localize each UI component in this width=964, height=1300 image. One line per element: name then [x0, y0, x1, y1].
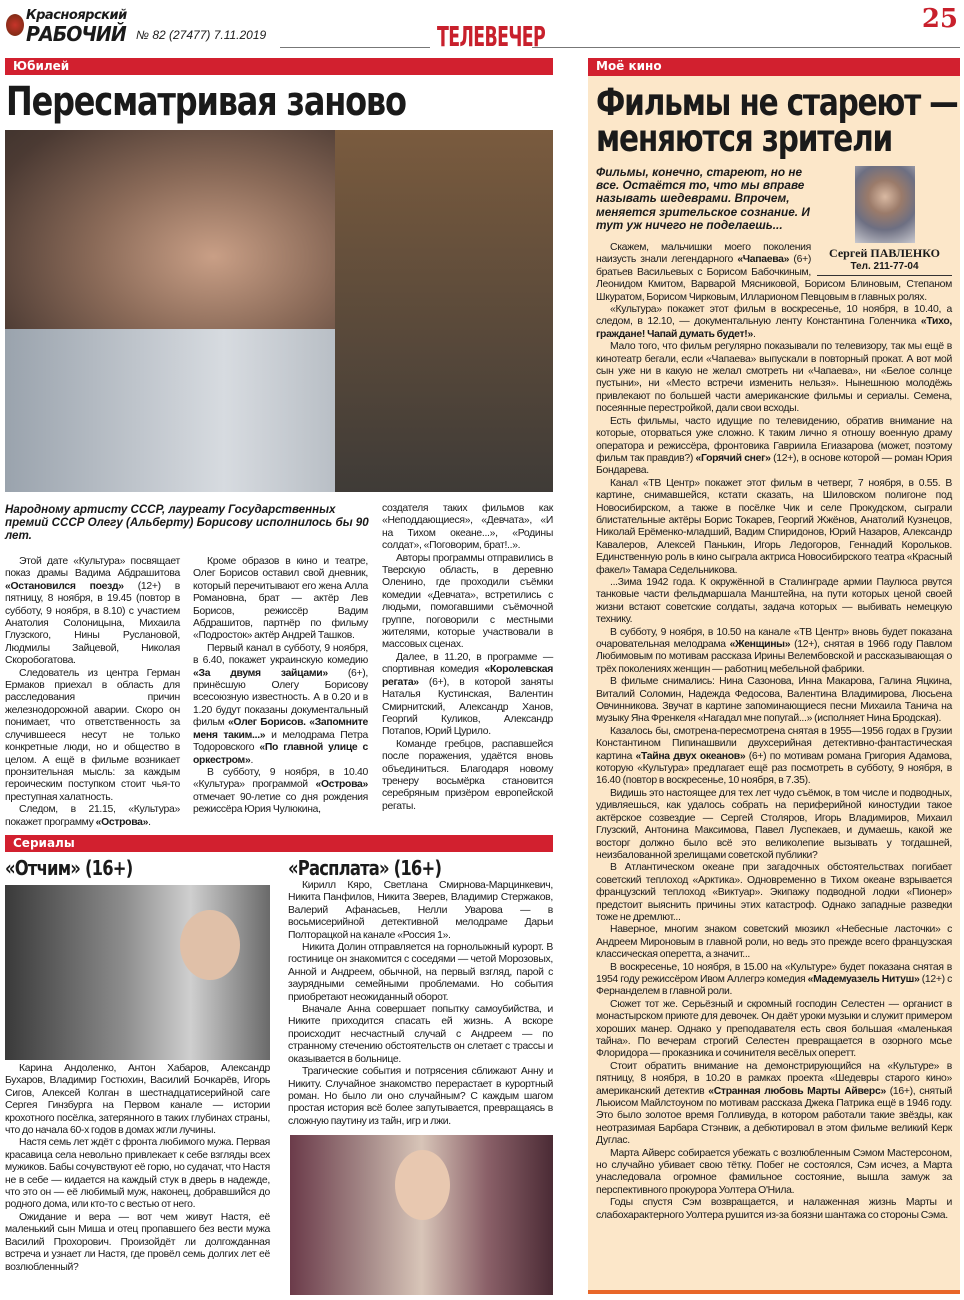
- column-lead: Фильмы, конечно, стареют, но не все. Остаётся то, что мы вправе называть шедеврами. Впрочем, меняется зрительское сознание. И тут уж ничего не поделаешь...: [596, 165, 810, 232]
- text-run: (12+), снятая в 1966 году Павлом Любимовым по мотивам рассказа Ирины Велембовской и рассказывающая о трёх поколениях женщин — работниц мебельной фабрики.: [596, 639, 952, 675]
- program-title: «Мадемуазель Нитуш»: [807, 973, 920, 985]
- serial-body-otchim: [5, 1063, 270, 1274]
- text-run: .: [250, 754, 254, 766]
- author-name: Сергей ПАВЛЕНКО: [829, 246, 940, 260]
- paragraph: [596, 341, 952, 415]
- text-run: Сюжет тот же. Серьёзный и скромный господин Селестен — органист в монастырском приюте для девочек. Он даёт уроки музыки и служит примером хороших манер. Однако у преподавателя есть своя большая «маленькая тайна». По вечерам строгий Селестен превращается в озорного мсье Флоридора — проказника и сочинителя весёлых оперетт.: [596, 998, 952, 1060]
- text-run: Казалось бы, смотрена-пересмотрена снятая в 1955—1956 годах в Грузии Константином Пипинашвили двухсерийная детективно-фантастическая картина: [596, 725, 952, 762]
- text-run: (6+) по мотивам романа Григория Адамова, которую «Культура» предлагает ещё раз посмотреть в субботу, 9 ноября, в 16.40 (повтор в воскресенье, 10 ноября, в 7.35).: [596, 750, 952, 787]
- page-number: 25: [921, 4, 958, 34]
- section-title: ТЕЛЕВЕЧЕР: [437, 20, 546, 53]
- text-run: Никита Долин отправляется на горнолыжный курорт. В гостинице он знакомится с соседями — четой Морозовых, Анной и Андреем, обычной, на первый взгляд, парой с заурядными семейными проблемами. Но события приобретают неожиданный оборот.: [288, 942, 553, 1003]
- text-run: Вначале Анна совершает попытку самоубийства, и Никите приходится спасать ей жизнь. А вскоре происходит несчастный случай с Андреем — по странному стечению обстоятельств он слетает с трассы и оказывается в больнице.: [288, 1004, 553, 1065]
- paragraph: [5, 1137, 270, 1211]
- serial-title-rasplata: «Расплата» (16+): [288, 856, 442, 880]
- paragraph: [596, 416, 952, 478]
- article-title: Пересматривая заново: [6, 79, 406, 125]
- paragraph: [193, 556, 368, 643]
- serial-body-rasplata: [288, 880, 553, 1128]
- paragraph: [596, 577, 952, 627]
- column-content: [596, 166, 952, 1222]
- column-title-line2: меняются зрители: [596, 117, 893, 160]
- text-run: Авторы программы отправились в Тверскую область, в деревню Оленино, где проходили съёмки комедии «Девчата», встретились с людьми, помогавшими съёмочной группе, поговорили с местными жителями, которые участвовали в массовых сценах.: [382, 552, 553, 651]
- text-run: Наверное, многим знаком советский мюзикл «Небесные ласточки» с Андреем Мироновым в главной роли, но ведь это прежде всего французская классическая оперетта, а значит...: [596, 924, 952, 961]
- program-title: «Острова»: [95, 816, 149, 828]
- serial-title-otchim: «Отчим» (16+): [5, 856, 133, 880]
- paragraph: [596, 962, 952, 999]
- text-run: В воскресенье, 10 ноября, в 15.00 на «Культуре» будет показана снятая в 1954 году режиссёром Ивом Аллегрэ комедия: [596, 961, 952, 985]
- text-run: Первый канал в субботу, 9 ноября, в 6.40, покажет украинскую комедию: [193, 642, 368, 667]
- text-run: (6+) братьев Васильевых с Борисом Бабочкиным, Леонидом Кмитом, Варварой Мясниковой, Борисом Блиновым, Степаном Шкуратом, Борисом Чирковым, Илларионом Певцовым в главных ролях.: [596, 254, 952, 303]
- text-run: (12+) в пятницу, 8 ноября, в 19.45 (повтор в субботу, 9 ноября, в 8.10) с участием Анатолия Солоницына, Михаила Глузского, Нины Руслановой, Людмилы Зайцевой, Николая Скоробогатова.: [5, 580, 180, 667]
- photo-rasplata: [290, 1135, 553, 1295]
- author-photo: [855, 166, 915, 243]
- divider: [280, 47, 430, 48]
- text-run: создателя таких фильмов как «Неподдающиеся», «Девчата», «И на Тихом океане...», «Родины солдат», «Поговорим, брат!..».: [382, 503, 553, 552]
- text-run: Видишь это настоящее для тех лет чудо съёмок, в том числе и подводных, удивляешься, как удалось собрать на периферийной киностудии такое актёрское созвездие — Сергей Столяров, Игорь Владимиров, Михаил Глузский, Антонина Максимова, Павел Луспекаев, и думаешь, какой же восторг должно было всё это великолепие вызывать у тогдашней, неизбалованной зрелищами советской публики?: [596, 787, 952, 861]
- text-run: В субботу, 9 ноября, в 10.40 «Культура» программой: [193, 766, 368, 791]
- paragraph: [596, 788, 952, 862]
- text-run: «Культура» покажет этот фильм в воскресенье, 10 ноября, в 10.40, а следом, в 12.10, — документальную ленту Константина Голенчика: [596, 304, 952, 328]
- text-run: (12+), в основе которой — роман Юрия Бондарева.: [596, 452, 952, 477]
- text-run: Этой дате «Культура» посвящает показ драмы Вадима Абдрашитова: [5, 556, 180, 580]
- article-body: [5, 556, 368, 829]
- emblem-icon: [6, 14, 24, 36]
- program-title: «Королевская регата»: [382, 664, 553, 688]
- author-phone: Тел. 211-77-04: [850, 261, 919, 272]
- paragraph: [596, 999, 952, 1061]
- rubric-my-cinema: Моё кино: [588, 58, 960, 76]
- text-run: Следом, в 21.15, «Культура» покажет программу: [5, 804, 180, 828]
- program-title: «Тайна двух океанов»: [635, 750, 746, 762]
- article-body-col3: [382, 503, 553, 813]
- column-body: [596, 242, 952, 1222]
- text-run: Годы спустя Сэм возвращается, и налаженная жизнь Марты и слабохарактерного Уолтера рушится из-за боязни шантажа со стороны Сэма.: [596, 1197, 952, 1221]
- program-title: «По главной улице с оркестром»: [193, 742, 368, 766]
- paragraph: [5, 804, 180, 829]
- paragraph: [596, 627, 952, 677]
- text-run: и мелодрама Петра Тодоровского: [193, 729, 369, 754]
- paragraph: [596, 1197, 952, 1222]
- rubric-jubilee: Юбилей: [5, 58, 553, 75]
- text-run: В субботу, 9 ноября, в 10.50 на канале «ТВ Центр» вновь будет показана очаровательная мелодрама: [596, 626, 952, 651]
- paragraph: [596, 478, 952, 577]
- program-title: «Странная любовь Марты Айверс»: [708, 1085, 886, 1097]
- text-run: ...Зима 1942 года. К окружённой в Сталинграде армии Паулюса рвутся танковые части фельдмаршала Манштейна, на пути которых ценой своей жизни встают советские солдаты, задача которых — выбивать немецкую технику.: [596, 576, 952, 626]
- text-run: В Атлантическом океане при загадочных обстоятельствах погибает советский теплоход «Арктика». Одновременно в Тихом океане взрывается французский теплоход «Виктуар». Экипажу подводной лодки «Пионер» предстоит выяснить причины этих катастроф. Однако западные разведки тоже не дремлют...: [596, 862, 952, 923]
- program-title: «За двумя зайцами»: [193, 667, 328, 679]
- newspaper-logo: Красноярский РАБОЧИЙ: [6, 6, 131, 44]
- paragraph: [382, 652, 553, 739]
- paragraph: [288, 942, 553, 1004]
- text-run: Карина Андоленко, Антон Хабаров, Александр Бухаров, Владимир Гостюхин, Василий Бочкарёв, Игорь Сигов, Алексей Колган в шестнадцатисерийной саге Сергея Гинзбурга на Первом канале — истории крохотного посёлка, затерянного в таких глубинах страны, что до начала 60-х годов в домах жгли лучины.: [5, 1063, 270, 1137]
- text-run: Далее, в 11.20, в программе — спортивная комедия: [382, 651, 553, 676]
- paragraph: [596, 862, 952, 924]
- text-run: Скажем, мальчишки моего поколения наизусть знали легендарного: [596, 242, 811, 266]
- paragraph: [288, 1004, 553, 1066]
- paragraph: [288, 1066, 553, 1128]
- text-run: Трагические события и потрясения сближают Анну и Никиту. Случайное знакомство перерастает в курортный роман. Но было ли оно случайным? С каждым шагом простая история всё более запутывается, превращаясь в сложную паутину из тайн, игр и лжи.: [288, 1066, 553, 1127]
- text-run: (12+) с Фернанделем в главной роли.: [596, 973, 952, 998]
- text-run: отмечает 90-летие со дня рождения режиссёра Юрия Чулюкина,: [193, 791, 368, 816]
- rubric-serials: Сериалы: [5, 835, 553, 852]
- paragraph: [596, 1061, 952, 1148]
- column-title-line1: Фильмы не стареют —: [596, 81, 958, 124]
- program-title: «Остановился поезд»: [5, 580, 124, 592]
- program-title: «Женщины»: [729, 639, 791, 651]
- text-run: Кроме образов в кино и театре, Олег Борисов оставил свой дневник, который перечитывают его жена Алла Романовна, брат — актёр Лев Борисов, режиссёр Вадим Абдрашитов, партнёр по фильму «Подросток» актёр Андрей Ташков.: [193, 556, 368, 642]
- paragraph: [193, 767, 368, 817]
- divider: [532, 47, 960, 48]
- article-lead: Народному артисту СССР, лауреату Государственных премий СССР Олегу (Альберту) Борисову исполнилось бы 90 лет.: [5, 503, 369, 542]
- paragraph: [5, 668, 180, 804]
- paragraph: [596, 924, 952, 961]
- text-run: Мало того, что фильм регулярно показывали по телевизору, так мы ещё в кинотеатр бегали, если «Чапаева» выпускали в повторный прокат. А вот мой сын уже ни в какую не желал смотреть ни «Чапаева», ни «Белое солнце пустыни», ни «Место встречи изменить нельзя». Нынешнюю молодёжь привлекают по большей части американские фильмы и сериалы. Семена, посеянные перестройкой, дали свои всходы.: [596, 341, 952, 415]
- paragraph: [288, 880, 553, 942]
- text-run: (16+), снятый Льюисом Майлстоуном по мотивам рассказа Джека Патрика ещё в 1946 году. Это было золотое время Голливуда, в котором работали такие звёзды, как неотразимая Барбара Стэнвик, а дебютировал в этом фильме великий Керк Дуглас.: [596, 1085, 952, 1147]
- text-run: Канал «ТВ Центр» покажет этот фильм в четверг, 7 ноября, в 0.55. В картине, снимавшейся, кстати сказать, на Шиловском полигоне под Новосибирском, а также в посёлке Чик и селе Прокудском, сыграли блистательные актёры Борис Токарев, Георгий Жжёнов, Анатолий Кузнецов, Николай Ерёменко-младший, Вадим Спиридонов, Юрий Назаров, Александр Кавалеров, Алексей Панькин, Игорь Ледогоров, Геннадий Корольков. Единственную роль в кино сыграла актриса Новосибирского театра «Красный факел» Тамара Седельникова.: [596, 477, 952, 576]
- text-run: .: [148, 816, 151, 828]
- text-run: Ожидание и вера — вот чем живут Настя, её маленький сын Миша и отец пропавшего без вести мужа Василий Прохорович. Произойдёт ли долгожданная встреча и узнает ли Настя, где провёл семь долгих лет её возлюбленный?: [5, 1211, 270, 1273]
- text-run: В фильме снимались: Нина Сазонова, Инна Макарова, Галина Яцкина, Виталий Соломин, Надежда Федосова, Валентина Владимирова, Люсьена Овчинникова. Звучат в картине запоминающиеся песни Михаила Танича на музыку Яна Френкеля «Нагадал мне попугай...» (исполняет Нина Бродская).: [596, 676, 952, 725]
- photo-oleg-borisov: [5, 130, 553, 492]
- program-title: «Олег Борисов. «Запомните меня таким...»: [193, 717, 369, 741]
- text-run: (6+), принёсшую Олегу Борисову всесоюзную известность. А в 0.20 и в 1.20 будут показаны документальный фильм: [193, 667, 368, 729]
- text-run: Кирилл Кяро, Светлана Смирнова-Марцинкевич, Никита Панфилов, Никита Зверев, Владимир Стержаков, Валерий Афанасьев, Нелли Уварова — в восьмисерийной детективной мелодраме Дарьи Полторацкой на канале «Россия 1».: [288, 880, 553, 941]
- program-title: «Острова»: [315, 779, 368, 791]
- issue-info: № 82 (27477) 7.11.2019: [136, 28, 267, 42]
- column-my-cinema: [588, 58, 960, 1294]
- author-box: [817, 166, 952, 276]
- program-title: «Горячий снег»: [695, 452, 771, 464]
- photo-otchim: [5, 885, 270, 1060]
- paragraph: [596, 1148, 952, 1198]
- program-title: «Чапаева»: [737, 254, 790, 266]
- text-run: Настя семь лет ждёт с фронта любимого мужа. Первая красавица села невольно привлекает к себе взгляды всех мужиков. Бабы сочувствуют её горю, но судачат, что Настя не в себе — кидается на каждый стук в дверь в надежде, что это он — её любимый муж, наконец, добравшийся до родного дома, или кто-то с вестью от него.: [5, 1137, 270, 1211]
- paragraph: [596, 676, 952, 726]
- paragraph: [5, 1212, 270, 1274]
- text-run: (6+), в которой заняты Наталья Кустинская, Валентин Смирнитский, Александр Ханов, Георгий Куликов, Александр Потапов, Юрий Цурило.: [382, 676, 553, 738]
- paragraph: [193, 643, 368, 767]
- text-run: Есть фильмы, часто идущие по телевидению, обратив внимание на которые, оторваться уже сложно. К таким лично я отношу военную драму оператора и режиссёра, фронтовика Гавриила Егиазарова (может, поэтому фильм так правдив?): [596, 415, 952, 464]
- paragraph: [5, 556, 180, 668]
- text-run: Команде гребцов, распавшейся после поражения, удаётся вновь объединиться. Благодаря новому тренеру восьмёрка становится серебряным призёром европейской регаты.: [382, 738, 553, 812]
- paragraph: [382, 503, 553, 553]
- paragraph: [5, 1063, 270, 1137]
- paragraph: [596, 304, 952, 341]
- paragraph: [382, 553, 553, 652]
- text-run: Следователь из центра Герман Ермаков приехал в область для расследования причин железнодорожной аварии. Скоро он понимает, что ответственность за случившееся несут не только конкретные люди, но и общество в целом. А ещё в фильме возникает пронзительная мысль: за каждым героическим поступком стоит чья-то преступная халатность.: [5, 667, 180, 803]
- paragraph: [382, 739, 553, 813]
- text-run: .: [752, 328, 756, 340]
- program-title: «Тихо, граждане! Чапай думать будет!»: [596, 316, 952, 340]
- paragraph: [596, 726, 952, 788]
- text-run: Марта Айверс собирается убежать с возлюбленным Сэмом Мастерсоном, но случайно убивает свою тётку. Побег не состоялся, Сэм исчез, а Марта унаследовала огромное фамильное состояние, вышла замуж за перспективного прокурора Уолтера О'Нила.: [596, 1147, 952, 1196]
- text-run: Стоит обратить внимание на демонстрирующийся на «Культуре» в пятницу, 8 ноября, в 10.20 в рамках проекта «Шедевры старого кино» американский детектив: [596, 1060, 952, 1097]
